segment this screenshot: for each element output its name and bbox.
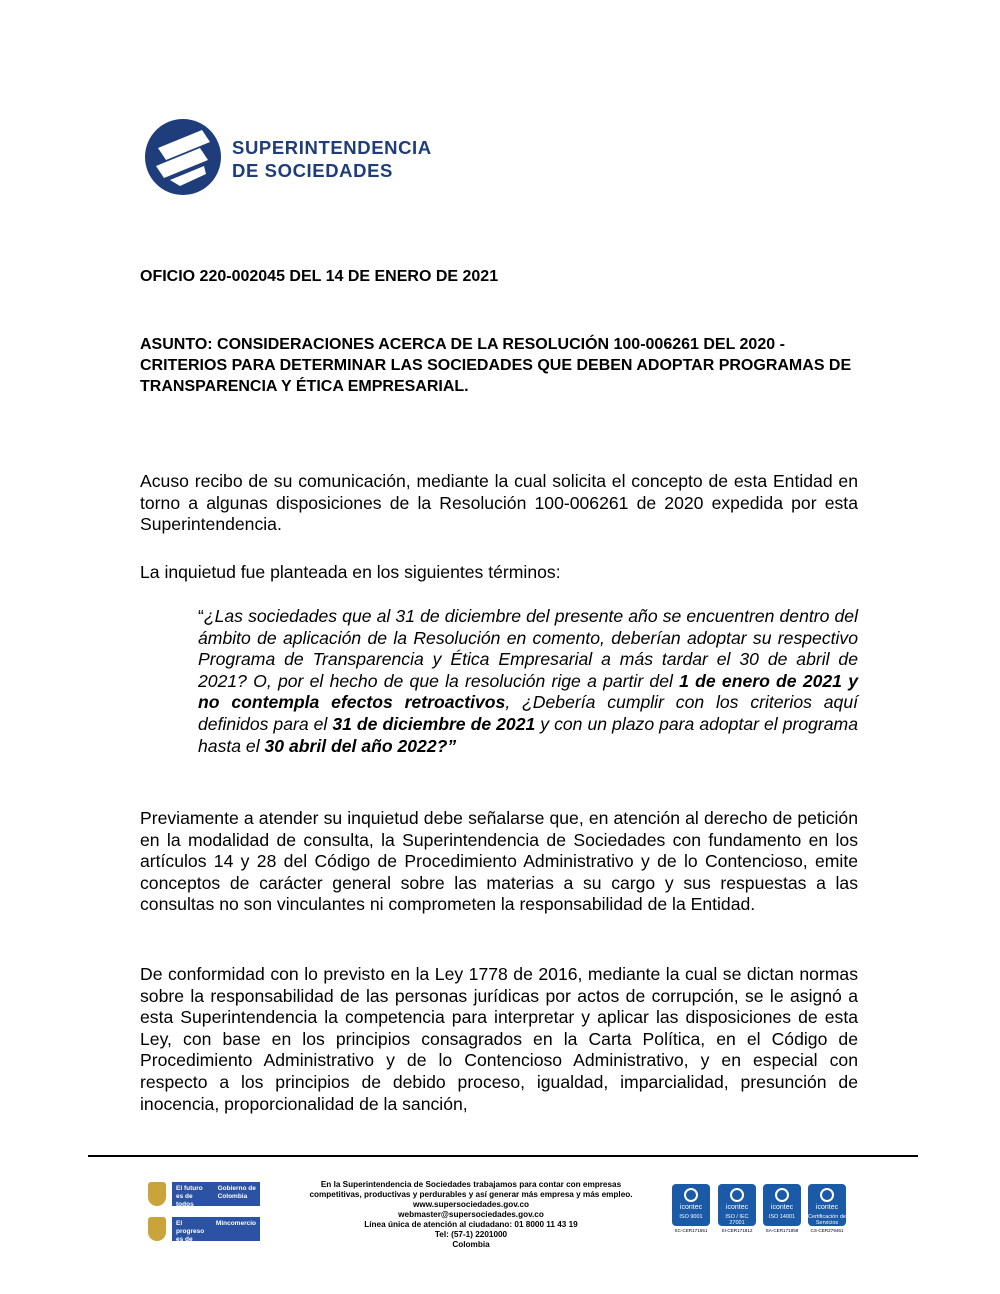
gobierno-badge-slogan: El futuro es de todos [176,1185,203,1208]
mincomercio-badge [148,1215,270,1251]
supersociedades-logo [144,118,474,198]
icontec-iso9001-badge: icontec ISO 9001 SC-CER171651 [672,1184,710,1233]
icontec-icon [684,1188,698,1202]
mincomercio-badge-name: Mincomercio [215,1220,256,1227]
document-subject: ASUNTO: CONSIDERACIONES ACERCA DE LA RESOLUCIÓN 100-006261 DEL 2020 - CRITERIOS PARA DETERMINAR LAS SOCIEDADES QUE DEBEN ADOPTAR PROGRAMAS DE TRANSPARENCIA Y ÉTICA EMPRESARIAL. [140,336,852,395]
mincomercio-badge-slogan: El progreso es de todos [176,1220,205,1251]
colombia-shield-icon [148,1217,166,1241]
footer-line2: competitivas, productivas y perdurables y así generar más empresa y más empleo. [309,1190,633,1199]
icontec-servicios-badge: icontec Certificación de Servicios CS-CER279461 [808,1184,846,1233]
paragraph-2: La inquietud fue planteada en los siguientes términos: [140,562,561,582]
quote-part-2: , ¿Debería cumplir con los criterios aquí definidos para el [198,692,858,734]
paragraph-4: De conformidad con lo previsto en la Ley 1778 de 2016, mediante la cual se dictan normas sobre la responsabilidad de las personas jurídicas por actos de corrupción, se le asignó a esta Superintendencia la competencia para interpretar y aplicar las disposiciones de esta Ley, con base en los principios consagrados en la Carta Política, en el Código de Procedimiento Administrativo y de lo Contencioso Administrativo, y en especial con respecto a los principios de debido proceso, igualdad, imparcialidad, presunción de inocencia, proporcionalidad de la sanción, [140,964,858,1114]
logo-line1: SUPERINTENDENCIA [232,137,432,158]
icontec-icon [820,1188,834,1202]
quote-part-1: ¿Las sociedades que al 31 de diciembre del presente año se encuentren dentro del ámbito de aplicación de la Resolución en comento, deberían adoptar su respectivo Programa de Transparencia y Ética Empresarial a más tardar el 30 de abril de 2021? O, por el hecho de que la resolución rige a partir del [198,606,858,691]
footer-web: www.supersociedades.gov.co [412,1200,530,1209]
footer-line1: En la Superintendencia de Sociedades trabajamos para contar con empresas [320,1180,622,1189]
gobierno-badge [148,1180,270,1208]
icontec-iso27001-badge: icontec ISO / IEC 27001 SI-CER171812 [718,1184,756,1233]
supersociedades-emblem-icon [144,118,222,196]
icontec-iso14001-badge: icontec ISO 14001 SA-CER171858 [763,1184,801,1233]
quote-bold-2: 31 de diciembre de 2021 [332,713,536,734]
document-title: OFICIO 220-002045 DEL 14 DE ENERO DE 2021 [140,268,499,285]
footer-divider [88,1155,918,1157]
footer-phone: Línea única de atención al ciudadano: 01 8000 11 43 19 [364,1220,578,1229]
colombia-shield-icon [148,1182,166,1206]
icontec-icon [730,1188,744,1202]
paragraph-3: Previamente a atender su inquietud debe señalarse que, en atención al derecho de petición en la modalidad de consulta, la Superintendencia de Sociedades con fundamento en los artículos 14 y 28 del Código de Procedimiento Administrativo y de lo Contencioso, emite conceptos de carácter general sobre las materias a su cargo y sus respuestas a las consultas no son vinculantes ni comprometen la responsabilidad de la Entidad. [140,808,858,915]
gobierno-badge-name: Gobierno de Colombia [217,1185,256,1200]
footer-email: webmaster@supersociedades.gov.co [398,1210,544,1219]
footer-tel: Tel: (57-1) 2201000 [434,1230,508,1239]
footer-contact [286,1180,656,1250]
quote-open: “ [198,606,204,626]
quote-bold-3: 30 abril del año 2022?” [264,735,457,756]
quote-bold-1: 1 de enero de 2021 y no contempla efectos retroactivos [198,670,858,713]
footer-country: Colombia [452,1240,490,1249]
logo-line2: DE SOCIEDADES [232,160,393,181]
quoted-question [198,606,858,757]
icontec-icon [775,1188,789,1202]
quote-part-3: y con un plazo para adoptar el programa hasta el [198,713,858,756]
paragraph-1: Acuso recibo de su comunicación, mediante la cual solicita el concepto de esta Entidad en torno a algunas disposiciones de la Resolución 100-006261 de 2020 expedida por esta Superintendencia. [140,471,858,535]
